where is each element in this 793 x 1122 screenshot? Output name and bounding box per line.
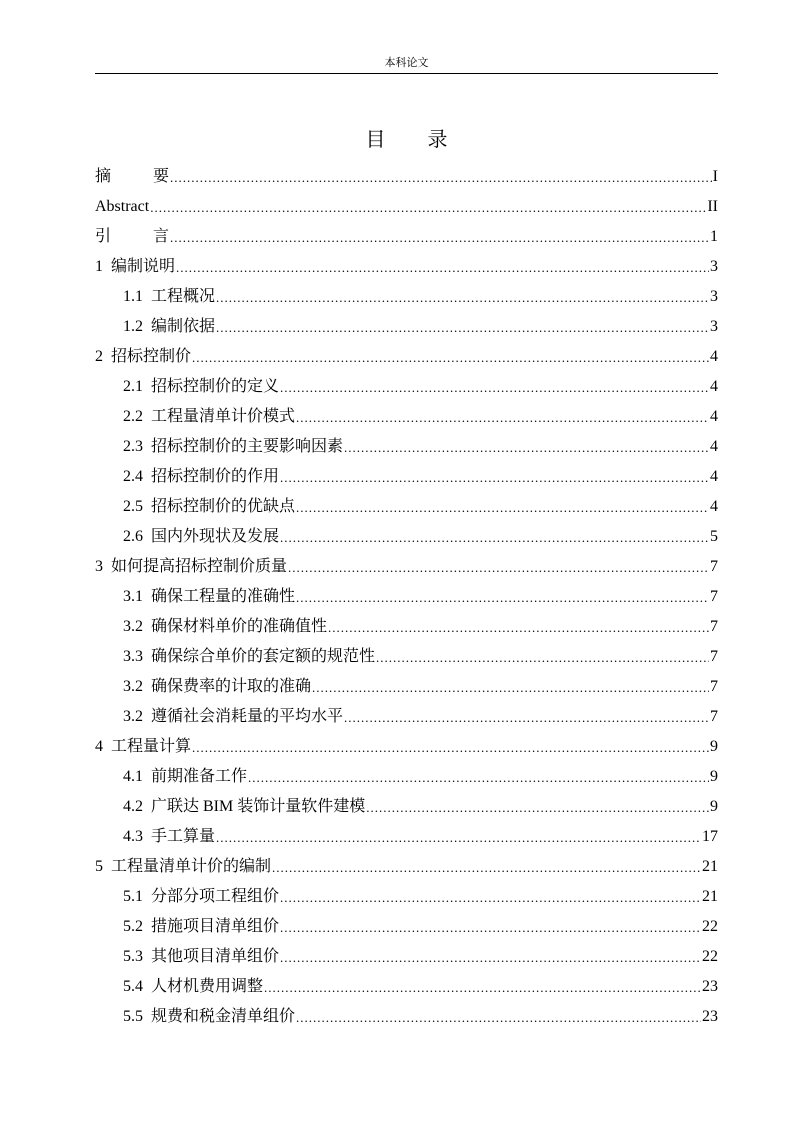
toc-dot-leader bbox=[288, 557, 709, 577]
toc-dot-leader bbox=[192, 737, 709, 757]
toc-dot-leader bbox=[344, 437, 709, 457]
toc-entry[interactable] bbox=[95, 487, 718, 517]
toc-entry[interactable] bbox=[95, 187, 718, 217]
toc-dot-leader bbox=[170, 167, 712, 187]
toc-entry-label bbox=[123, 1007, 295, 1027]
toc-dot-leader bbox=[344, 707, 709, 727]
toc-entry-text: 其他项目清单组价 bbox=[151, 948, 280, 965]
toc-entry-text: 国内外现状及发展 bbox=[151, 528, 280, 545]
toc-entry-page: 3 bbox=[710, 258, 718, 275]
toc-entry[interactable] bbox=[95, 337, 718, 367]
toc-entry-number: 3 bbox=[95, 558, 103, 575]
toc-entry-number: 1.1 bbox=[123, 288, 143, 305]
toc-entry[interactable] bbox=[95, 847, 718, 877]
toc-entry-text: 分部分项工程组价 bbox=[151, 888, 280, 905]
toc-entry-number: 5.4 bbox=[123, 978, 143, 995]
toc-entry-text: 招标控制价的优缺点 bbox=[151, 498, 296, 515]
toc-entry-page: 9 bbox=[710, 768, 718, 785]
toc-entry-char: 言 bbox=[153, 228, 170, 245]
toc-dot-leader bbox=[264, 977, 701, 997]
toc-entry[interactable] bbox=[95, 967, 718, 997]
toc-entry-page: 9 bbox=[710, 798, 718, 815]
toc-entry-page: 7 bbox=[710, 678, 718, 695]
toc-entry-label bbox=[95, 557, 287, 577]
toc-dot-leader bbox=[216, 317, 709, 337]
toc-entry-page: 7 bbox=[710, 648, 718, 665]
toc-entry[interactable] bbox=[95, 247, 718, 277]
toc-entry-number: 4 bbox=[95, 738, 103, 755]
toc-entry[interactable] bbox=[95, 817, 718, 847]
toc-entry-page: 23 bbox=[702, 978, 718, 995]
toc-dot-leader bbox=[312, 677, 709, 697]
toc-entry-page: 9 bbox=[710, 738, 718, 755]
toc-entry-text: 工程量计算 bbox=[111, 738, 192, 755]
toc-entry-text: 广联达 BIM 装饰计量软件建模 bbox=[151, 798, 366, 815]
toc-entry-number: 2.2 bbox=[123, 408, 143, 425]
toc-entry-label bbox=[123, 407, 295, 427]
toc-entry[interactable] bbox=[95, 727, 718, 757]
toc-entry-text: 遵循社会消耗量的平均水平 bbox=[151, 708, 344, 725]
toc-entry[interactable] bbox=[95, 217, 718, 247]
toc-entry-label bbox=[123, 287, 215, 307]
toc-entry[interactable] bbox=[95, 547, 718, 577]
toc-entry-page: 1 bbox=[710, 228, 718, 245]
toc-entry-number: 3.2 bbox=[123, 708, 143, 725]
toc-entry-page: 21 bbox=[702, 888, 718, 905]
toc-entry-label bbox=[123, 917, 279, 937]
toc-entry-number: 3.2 bbox=[123, 618, 143, 635]
toc-entry-page: 4 bbox=[710, 498, 718, 515]
toc-entry-number: 5.2 bbox=[123, 918, 143, 935]
toc-entry-text: 人材机费用调整 bbox=[151, 978, 264, 995]
toc-entry-text: 招标控制价 bbox=[111, 348, 192, 365]
toc-entry-page: 3 bbox=[710, 288, 718, 305]
table-of-contents bbox=[95, 157, 718, 1027]
toc-dot-leader bbox=[328, 617, 709, 637]
toc-entry-label bbox=[123, 707, 343, 727]
toc-entry-label bbox=[123, 767, 247, 787]
toc-entry-page: 3 bbox=[710, 318, 718, 335]
toc-dot-leader bbox=[366, 797, 709, 817]
toc-dot-leader bbox=[376, 647, 709, 667]
toc-entry-text: 确保费率的计取的准确 bbox=[151, 678, 312, 695]
toc-dot-leader bbox=[280, 887, 701, 907]
toc-entry-text: 工程量清单计价模式 bbox=[151, 408, 296, 425]
toc-dot-leader bbox=[216, 287, 709, 307]
toc-dot-leader bbox=[192, 347, 709, 367]
toc-entry-text: 招标控制价的主要影响因素 bbox=[151, 438, 344, 455]
toc-entry-text: 规费和税金清单组价 bbox=[151, 1008, 296, 1025]
toc-entry-number: 2.1 bbox=[123, 378, 143, 395]
toc-entry-number: 1.2 bbox=[123, 318, 143, 335]
toc-entry[interactable] bbox=[95, 907, 718, 937]
toc-dot-leader bbox=[280, 377, 709, 397]
toc-entry-label bbox=[95, 257, 175, 277]
toc-entry-label bbox=[95, 857, 271, 877]
toc-entry-number: 4.2 bbox=[123, 798, 143, 815]
toc-entry-text: Abstract bbox=[95, 198, 150, 215]
toc-entry-page: 17 bbox=[702, 828, 718, 845]
toc-entry-page: 4 bbox=[710, 408, 718, 425]
toc-dot-leader bbox=[280, 917, 701, 937]
toc-entry-number: 3.1 bbox=[123, 588, 143, 605]
toc-entry-text: 前期准备工作 bbox=[151, 768, 248, 785]
toc-dot-leader bbox=[296, 407, 709, 427]
toc-dot-leader bbox=[296, 497, 709, 517]
toc-entry-label bbox=[123, 587, 295, 607]
toc-entry-number: 4.1 bbox=[123, 768, 143, 785]
toc-entry-label bbox=[95, 227, 169, 247]
toc-entry-text: 工程量清单计价的编制 bbox=[111, 858, 272, 875]
toc-entry-label bbox=[123, 887, 279, 907]
toc-entry[interactable] bbox=[95, 157, 718, 187]
toc-entry-text: 手工算量 bbox=[151, 828, 216, 845]
toc-title bbox=[95, 127, 718, 153]
toc-dot-leader bbox=[248, 767, 709, 787]
toc-entry[interactable] bbox=[95, 397, 718, 427]
toc-entry-label bbox=[123, 677, 311, 697]
header-rule bbox=[95, 73, 718, 74]
toc-entry-page: II bbox=[707, 198, 718, 215]
toc-entry-page: I bbox=[712, 168, 718, 185]
toc-dot-leader bbox=[296, 587, 709, 607]
toc-entry-text: 如何提高招标控制价质量 bbox=[111, 558, 288, 575]
toc-entry-label bbox=[95, 197, 149, 217]
toc-entry[interactable] bbox=[95, 757, 718, 787]
toc-entry-label bbox=[123, 377, 279, 397]
toc-entry-label bbox=[95, 737, 191, 757]
toc-entry-text: 措施项目清单组价 bbox=[151, 918, 280, 935]
toc-entry-number: 1 bbox=[95, 258, 103, 275]
toc-entry-label bbox=[95, 167, 169, 187]
toc-entry-label bbox=[123, 797, 365, 817]
toc-dot-leader bbox=[272, 857, 701, 877]
toc-dot-leader bbox=[280, 527, 709, 547]
toc-entry-number: 2.4 bbox=[123, 468, 143, 485]
toc-entry[interactable] bbox=[95, 667, 718, 697]
toc-entry-text: 招标控制价的作用 bbox=[151, 468, 280, 485]
toc-entry-page: 7 bbox=[710, 618, 718, 635]
toc-entry-text: 确保工程量的准确性 bbox=[151, 588, 296, 605]
toc-entry[interactable] bbox=[95, 937, 718, 967]
toc-entry-label bbox=[123, 497, 295, 517]
toc-entry[interactable] bbox=[95, 457, 718, 487]
toc-entry[interactable] bbox=[95, 607, 718, 637]
toc-entry[interactable] bbox=[95, 517, 718, 547]
toc-entry[interactable] bbox=[95, 997, 718, 1027]
toc-entry-label bbox=[123, 977, 263, 997]
toc-entry-label bbox=[123, 467, 279, 487]
toc-entry-number: 5 bbox=[95, 858, 103, 875]
toc-entry-label bbox=[123, 647, 375, 667]
toc-entry[interactable] bbox=[95, 877, 718, 907]
toc-entry[interactable] bbox=[95, 427, 718, 457]
toc-entry-number: 5.1 bbox=[123, 888, 143, 905]
toc-entry-number: 5.5 bbox=[123, 1008, 143, 1025]
toc-entry[interactable] bbox=[95, 637, 718, 667]
toc-entry-page: 23 bbox=[702, 1008, 718, 1025]
toc-entry-page: 4 bbox=[710, 348, 718, 365]
toc-title-right: 录 bbox=[427, 129, 448, 151]
toc-entry-number: 4.3 bbox=[123, 828, 143, 845]
toc-entry-label bbox=[123, 827, 215, 847]
toc-entry-page: 22 bbox=[702, 948, 718, 965]
toc-entry-label bbox=[123, 947, 279, 967]
toc-entry-page: 7 bbox=[710, 588, 718, 605]
toc-entry[interactable] bbox=[95, 787, 718, 817]
page-header: 本科论文 bbox=[384, 57, 429, 69]
toc-entry[interactable] bbox=[95, 697, 718, 727]
toc-entry-number: 2.6 bbox=[123, 528, 143, 545]
toc-entry-number: 5.3 bbox=[123, 948, 143, 965]
toc-dot-leader bbox=[280, 467, 709, 487]
toc-entry-text: 确保材料单价的准确值性 bbox=[151, 618, 328, 635]
toc-entry-label bbox=[123, 317, 215, 337]
toc-entry-text: 招标控制价的定义 bbox=[151, 378, 280, 395]
toc-entry-number: 3.3 bbox=[123, 648, 143, 665]
toc-entry-page: 5 bbox=[710, 528, 718, 545]
toc-entry-label bbox=[123, 527, 279, 547]
toc-entry-number: 2.5 bbox=[123, 498, 143, 515]
toc-entry-text: 编制依据 bbox=[151, 318, 216, 335]
toc-entry-text: 工程概况 bbox=[151, 288, 216, 305]
toc-entry-page: 7 bbox=[710, 708, 718, 725]
toc-entry-char: 摘 bbox=[95, 168, 112, 185]
toc-entry[interactable] bbox=[95, 367, 718, 397]
toc-entry-char: 要 bbox=[153, 168, 170, 185]
toc-entry[interactable] bbox=[95, 277, 718, 307]
toc-title-left: 目 bbox=[365, 129, 386, 151]
toc-entry[interactable] bbox=[95, 577, 718, 607]
toc-entry-page: 21 bbox=[702, 858, 718, 875]
toc-entry-page: 4 bbox=[710, 378, 718, 395]
toc-entry-number: 2.3 bbox=[123, 438, 143, 455]
toc-entry-text: 编制说明 bbox=[111, 258, 176, 275]
toc-entry-page: 4 bbox=[710, 468, 718, 485]
toc-entry-label bbox=[123, 437, 343, 457]
toc-dot-leader bbox=[176, 257, 709, 277]
toc-dot-leader bbox=[170, 227, 709, 247]
toc-entry[interactable] bbox=[95, 307, 718, 337]
toc-dot-leader bbox=[296, 1007, 701, 1027]
toc-entry-label bbox=[123, 617, 327, 637]
toc-entry-label bbox=[95, 347, 191, 367]
toc-dot-leader bbox=[216, 827, 701, 847]
toc-entry-number: 2 bbox=[95, 348, 103, 365]
toc-entry-page: 7 bbox=[710, 558, 718, 575]
toc-dot-leader bbox=[150, 197, 706, 217]
toc-entry-char: 引 bbox=[95, 228, 112, 245]
toc-entry-text: 确保综合单价的套定额的规范性 bbox=[151, 648, 376, 665]
toc-entry-number: 3.2 bbox=[123, 678, 143, 695]
toc-dot-leader bbox=[280, 947, 701, 967]
toc-entry-page: 4 bbox=[710, 438, 718, 455]
toc-entry-page: 22 bbox=[702, 918, 718, 935]
